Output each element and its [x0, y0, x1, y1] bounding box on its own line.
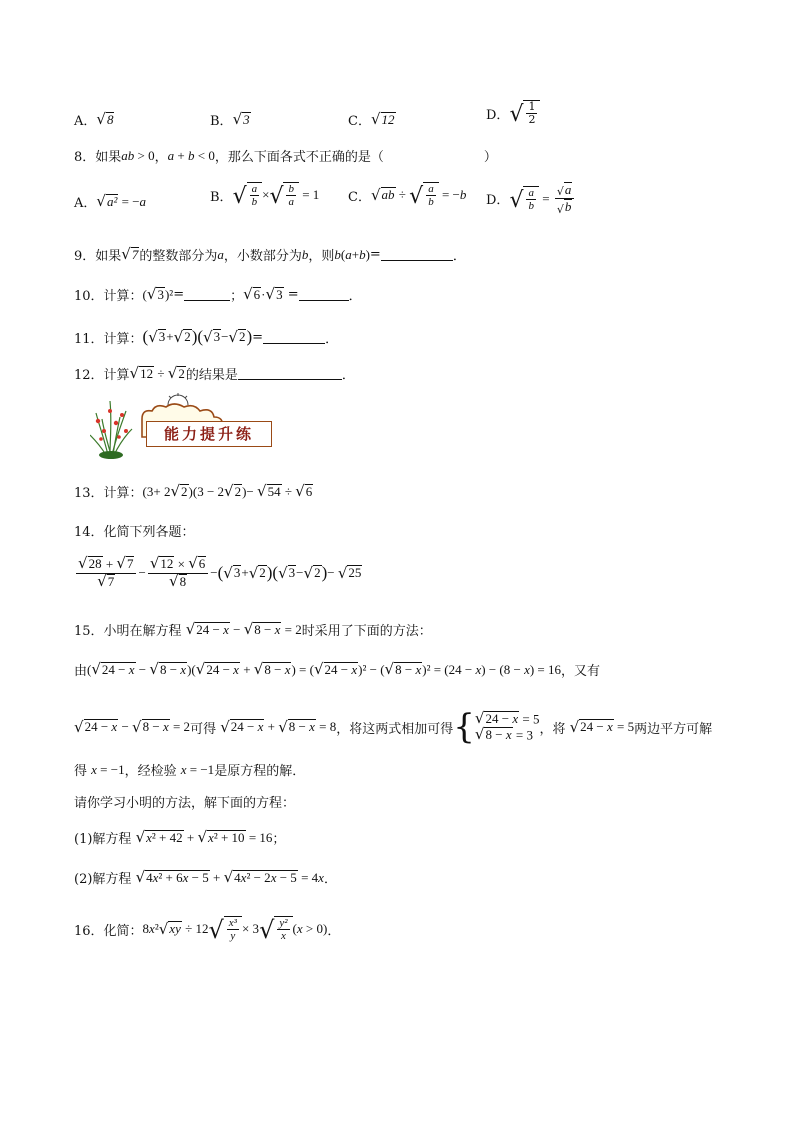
q8-option-c: C． √ ab ÷ √ $\frac{a}{b}$ = − b [348, 183, 467, 210]
q11: 11．计算： ( √ 3 + √ 2 )( √ 3 − √ 2 ) = ． [74, 327, 339, 347]
q7-option-b: B． √ 3 [210, 110, 250, 129]
q15-line4: 请你学习小明的方法，解下面的方程： [74, 796, 296, 811]
section-title: 能力提升练 [146, 421, 272, 447]
q15-stem: 15．小明在解方程 √ 24 − x − √ 8 − x = 2 时采用了下面的方法： [74, 620, 432, 639]
q15-line3: 得 x = −1 ，经检验 x = −1 是原方程的解． [74, 761, 306, 779]
q14-stem: 14．化简下列各题： [74, 525, 195, 540]
q8-option-b: B． √ $\frac{a}{b}$ × √ $\frac{b}{a}$ = 1 [210, 183, 320, 210]
q7-option-c: C． √ 12 [348, 110, 395, 129]
q8-stem: 8．如果 ab > 0 ， a + b < 0 ，那么下面各式不正确的是（ ） [74, 147, 497, 165]
q14-expression: √ 28 + √ 7 √ 7 − √ 12 × √ 6 √ 8 − ( √ 3 + √ 2 )( √ 3 − √ 2 ) − √ 25 [78, 554, 362, 590]
q15-part1: (1)解方程 √ x² + 42 + √ x² + 10 = 16 ； [74, 828, 286, 847]
q7-option-d: D． √ $\frac{1}{2}$ [486, 100, 540, 126]
q16: 16．化简： 8 x ² √ xy ÷ 12 √ $\frac{\text{x³}}{y}$ × 3 √ $\frac{\text{y²}}{x}$ ( x > 0) ． [74, 916, 341, 945]
q10: 10．计算： ( √ 3 )² = ； √ 6 · √ 3 = ． [74, 285, 362, 304]
q15-line1: 由 ( √ 24 − x − √ 8 − x )( √ 24 − x + √ 8 − x ) = ( √ 24 − x )² − ( √ 8 − x )² = (24 − x) − (8 − x) = 16 ，又有 [74, 660, 601, 679]
q15-part2: (2)解方程 √ 4x² + 6x − 5 + √ 4x² − 2x − 5 = 4 x ． [74, 868, 337, 887]
q7-option-a: A． √ 8 [74, 110, 114, 129]
q8-option-a: A． √ a² = − a [74, 192, 147, 211]
q8-option-d: D． √ $\frac{a}{b}$ = √ a √ b [486, 182, 576, 216]
q9: 9．如果 √ 7 的整数部分为 a ，小数部分为 b ，则 b ( a + b ) = ． [74, 245, 466, 264]
q15-line2: √ 24 − x − √ 8 − x = 2 可得 √ 24 − x + √ 8 − x = 8 ，将这两式相加可得 { √ 24 − x = 5 √ 8 − x = 3 ，将 √ 24 − x = 5 两边平方可解 [74, 707, 713, 747]
section-banner [90, 393, 270, 461]
q13: 13．计算： (3+ 2 √ 2 )(3 − 2 √ 2 )− √ 54 ÷ √ 6 [74, 482, 313, 501]
q12: 12．计算 √ 12 ÷ √ 2 的结果是 ． [74, 364, 355, 383]
